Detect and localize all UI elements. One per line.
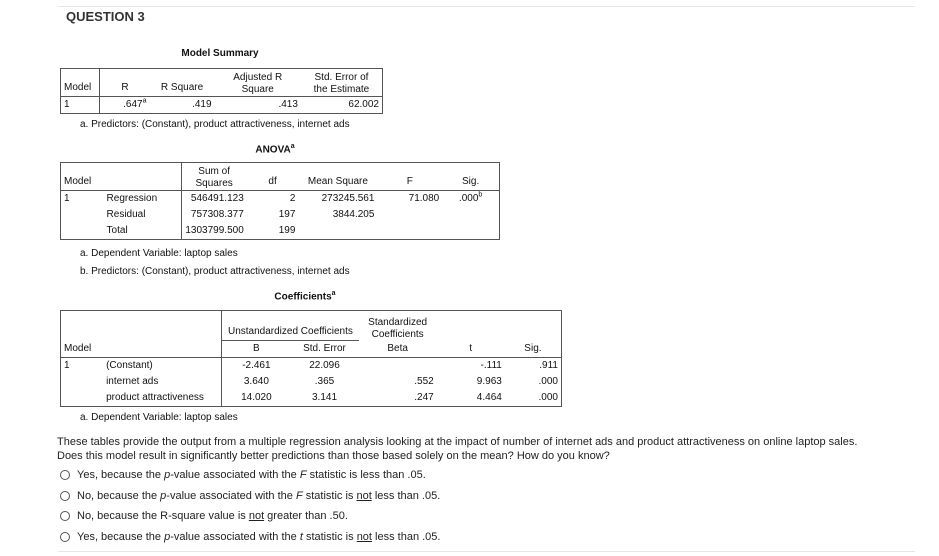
ms-adj-r-square-value: .413 [278, 99, 298, 110]
coefficients-table [60, 310, 562, 407]
anova-header-model: Model [61, 163, 104, 191]
ms-header-adj-r-square: Adjusted R Square [215, 69, 301, 97]
model-summary-table [60, 68, 383, 114]
ms-header-model: Model [61, 69, 100, 97]
coef-header-t: t [437, 341, 505, 358]
coefficients-title: Coefficients$^a$ [274, 290, 336, 303]
answer-option-1[interactable] [60, 469, 426, 481]
anova-header-sig: Sig. [442, 163, 499, 191]
ms-note-a: a. Predictors: (Constant), product attractiveness, internet ads [80, 119, 350, 130]
model-summary-title: Model Summary [181, 48, 259, 59]
ms-header-std-err: Std. Error of the Estimate [301, 69, 383, 97]
coef-header-unstd: Unstandardized Coefficients [222, 311, 359, 341]
coef-header-beta: Beta [359, 341, 437, 358]
answer-option-4[interactable] [60, 531, 440, 543]
anova-table [60, 162, 500, 240]
coef-header-model: Model [61, 341, 104, 358]
option-label: Yes, because the p-value associated with the F statistic is less than .05. [77, 469, 426, 481]
question-title: QUESTION 3 [66, 9, 145, 24]
ms-header-r: R [100, 69, 150, 97]
ms-r-value: .647$^a$ [123, 97, 147, 110]
anova-header-df: df [247, 163, 299, 191]
anova-note-b: b. Predictors: (Constant), product attractiveness, internet ads [80, 266, 350, 277]
ms-model-num: 1 [61, 97, 100, 114]
coef-header-sig: Sig. [505, 341, 562, 358]
table-row: Residual 757308.377 197 3844.205 [61, 207, 500, 223]
coef-header-se: Std. Error [290, 341, 358, 358]
top-divider [58, 6, 915, 7]
anova-header-f: F [377, 163, 442, 191]
coef-header-b: B [222, 341, 291, 358]
answer-option-2[interactable] [60, 490, 440, 502]
answer-option-3[interactable] [60, 510, 348, 522]
option-label: No, because the p-value associated with the F statistic is not less than .05. [77, 490, 441, 502]
anova-title: ANOVA$^a$ [255, 143, 295, 156]
anova-header-ss: Sum of Squares [181, 163, 247, 191]
option-label: Yes, because the p-value associated with the t statistic is not less than .05. [77, 531, 441, 543]
coef-header-std: Standardized Coefficients [368, 316, 428, 340]
table-row: Total 1303799.500 199 [61, 223, 500, 240]
bottom-divider [58, 551, 915, 552]
ms-header-r-square: R Square [150, 69, 215, 97]
table-row: 1 (Constant) -2.461 22.096 -.111 .911 [61, 358, 562, 375]
ms-std-err-value: 62.002 [348, 99, 379, 110]
option-label: No, because the R-square value is not greater than .50. [77, 510, 348, 522]
radio-button[interactable] [60, 491, 70, 501]
radio-button[interactable] [60, 470, 70, 480]
table-row: 1 Regression 546491.123 2 273245.561 71.080 .000$^b$ [61, 191, 500, 208]
coef-note-a: a. Dependent Variable: laptop sales [80, 412, 238, 423]
radio-button[interactable] [60, 511, 70, 521]
radio-button[interactable] [60, 532, 70, 542]
anova-note-a: a. Dependent Variable: laptop sales [80, 248, 238, 259]
table-row: product attractiveness 14.020 3.141 .247 4.464 .000 [61, 390, 562, 407]
question-text: These tables provide the output from a multiple regression analysis looking at the impact of number of internet ads and product attractiveness on online laptop sales. Does this model result in significantly better predictions than those based solely on the mean? How do you know? [57, 436, 858, 462]
table-row: internet ads 3.640 .365 .552 9.963 .000 [61, 374, 562, 390]
anova-header-ms: Mean Square [298, 163, 377, 191]
ms-r-square-value: .419 [192, 99, 212, 110]
